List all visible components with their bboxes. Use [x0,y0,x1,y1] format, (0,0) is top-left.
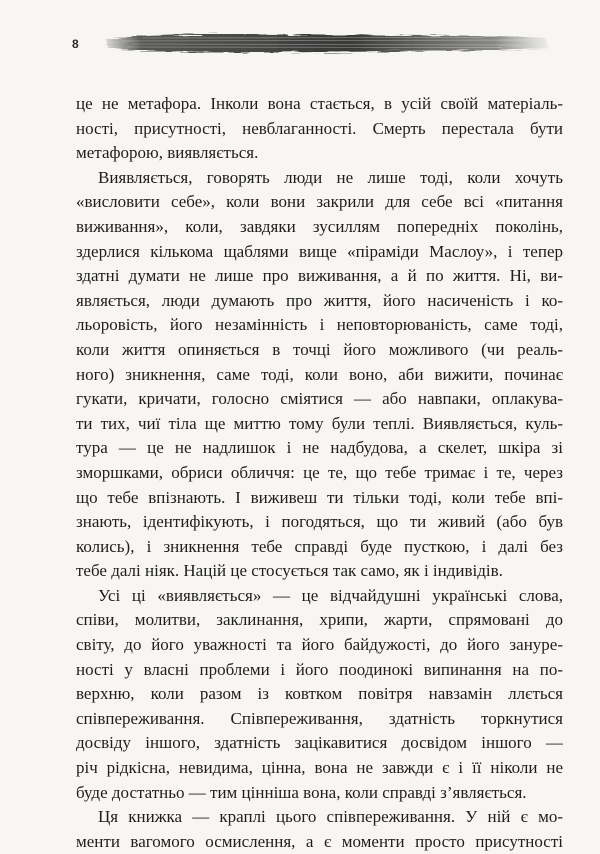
text-line: світу, до його уважності та його байдужості, до його занурe- [76,635,563,655]
text-line: річ рідкісна, невидима, цінна, вона не завжди є і її ніколи не [76,758,563,778]
page-number: 8 [72,37,79,51]
text-line: що тебе впізнають. І виживеш ти тільки тоді, коли тебе впі- [76,487,563,507]
text-line: колись), і зникнення тебе справді буде пусткою, і далі без [76,536,563,556]
text-line: співпереживання. Співпереживання, здатність торкнутися [76,708,563,728]
brush-stroke-decoration [102,30,550,56]
text-line: Виявляється, говорять люди не лише тоді, коли хочуть [98,167,563,187]
paragraph [76,166,563,584]
text-line: являється, люди думають про життя, його насиченість і ко- [76,290,563,310]
text-line: коли життя опиняється в точці його можливого (чи реаль- [76,339,563,359]
text-line: виживання», коли, завдяки зусиллям попередніх поколінь, [76,216,563,236]
paragraph [76,92,563,166]
page-header [60,30,550,56]
text-line: буде достатньо — тим ціннішa вона, коли справді з’являється. [76,782,527,802]
text-line: верхню, коли разом із ковтком повітря навзамін ллється [76,684,563,704]
text-line: знають, ідентифікують, і погодяться, що ти живий (або був [76,512,563,532]
text-line: тебе далі ніяк. Націй це стосується так само, як і індивідів. [76,561,503,581]
body-text [76,92,563,854]
text-line: гукати, кричати, голосно сміятися — або навпаки, оплакува- [76,389,563,409]
text-line: менти вагомого осмислення, а є моменти просто присутності [76,831,563,851]
text-line: здатні думати не лише про виживання, а й по життя. Ні, ви- [76,266,563,286]
text-line: ного) зникнення, саме тоді, коли воно, аби вижити, починає [76,364,563,384]
text-line: ти тих, чиї тіла ще миттю тому були теплі. Виявляється, куль- [76,413,563,433]
text-line: ності у власні проблеми і його поодинокі випинання на по- [76,659,563,679]
paragraph [76,584,563,805]
text-line: співи, молитви, заклинання, хрипи, жарти, спрямовані до [76,610,563,630]
text-line: льоровість, його незамінність і неповторюваність, саме тоді, [76,315,563,335]
text-line: тура — це не надлишок і не надбудова, а скелет, шкіра зі [76,438,563,458]
text-line: «висловити себе», коли вони закрили для себе всі «питання [76,192,563,212]
text-line: це не метафора. Інколи вона стається, в усій своїй матеріаль- [76,94,563,113]
text-line: Усі ці «виявляється» — це відчайдушні українські слова, [98,585,563,605]
text-line: здерлися кількома щаблями вище «піраміди Маслоу», і тепер [76,241,563,261]
text-line: зморшками, обриси обличчя: це те, що тебе тримає і те, через [76,462,563,482]
paragraph [76,805,563,854]
text-line: ності, присутності, невблаганності. Смерть перестала бути [76,118,563,138]
text-line: Ця книжка — краплі цього співпереживання. У ній є мо- [98,807,563,827]
text-line: досвіду іншого, здатність зацікавитися досвідом іншого — [76,733,563,753]
text-line: метафорою, виявляється. [76,143,259,163]
